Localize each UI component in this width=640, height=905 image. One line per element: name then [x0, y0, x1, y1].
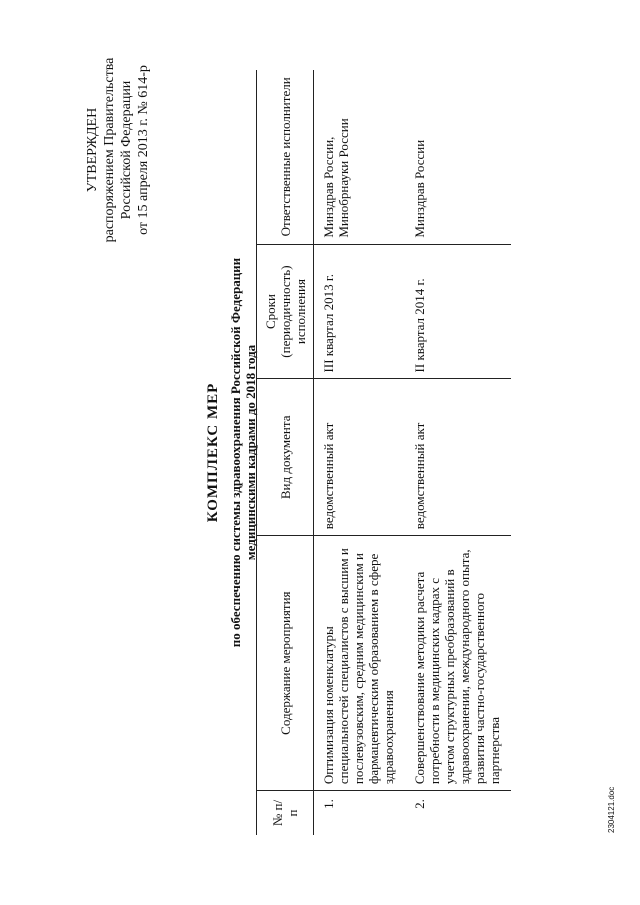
- row-term: III квартал 2013 г.: [314, 244, 406, 379]
- table-header-row: [257, 70, 314, 835]
- header-doc-type: Вид документа: [257, 379, 314, 536]
- footer-doc-id: 2304121.doc: [607, 786, 616, 833]
- row-doc-type: ведомственный акт: [405, 379, 511, 536]
- row-executors: Минздрав России: [405, 70, 511, 244]
- header-term: Сроки (периодичность) исполнения: [257, 244, 314, 379]
- approval-head: УТВЕРЖДЕН: [85, 107, 100, 193]
- table-row: [314, 70, 406, 835]
- header-num: № п/п: [257, 791, 314, 835]
- title-sub-1: по обеспечению системы здравоохранения Российской Федерации: [228, 257, 243, 648]
- approval-line-1: распоряжением Правительства: [102, 57, 117, 243]
- table-row: [405, 70, 511, 835]
- header-executors: Ответственные исполнители: [257, 70, 314, 244]
- title-sub-2: медицинскими кадрами до 2018 года: [243, 344, 258, 561]
- row-executors: Минздрав России, Минобрнауки России: [314, 70, 406, 244]
- approval-line-2: Российской Федерации: [119, 80, 134, 220]
- row-content: Оптимизация номенклатуры специальностей специалистов с высшим и послевузовским, средним медицинским и фармацевтическим образованием в сфере здравоохранения: [314, 536, 406, 791]
- approval-line-3: от 15 апреля 2013 г. № 614-р: [136, 65, 151, 235]
- row-num: 1.: [321, 799, 336, 809]
- row-content: Совершенствование методики расчета потребности в медицинских кадрах с учетом структурных преобразований в здравоохранении, международного опыта, развития частно-государственного партнерства: [405, 536, 511, 791]
- document-title: [205, 200, 258, 705]
- row-num: 2.: [412, 799, 427, 809]
- title-main: КОМПЛЕКС МЕР: [205, 382, 221, 523]
- approval-stamp: [84, 45, 152, 255]
- row-term: II квартал 2014 г.: [405, 244, 511, 379]
- measures-table: [256, 70, 511, 835]
- row-doc-type: ведомственный акт: [314, 379, 406, 536]
- header-content: Содержание мероприятия: [257, 536, 314, 791]
